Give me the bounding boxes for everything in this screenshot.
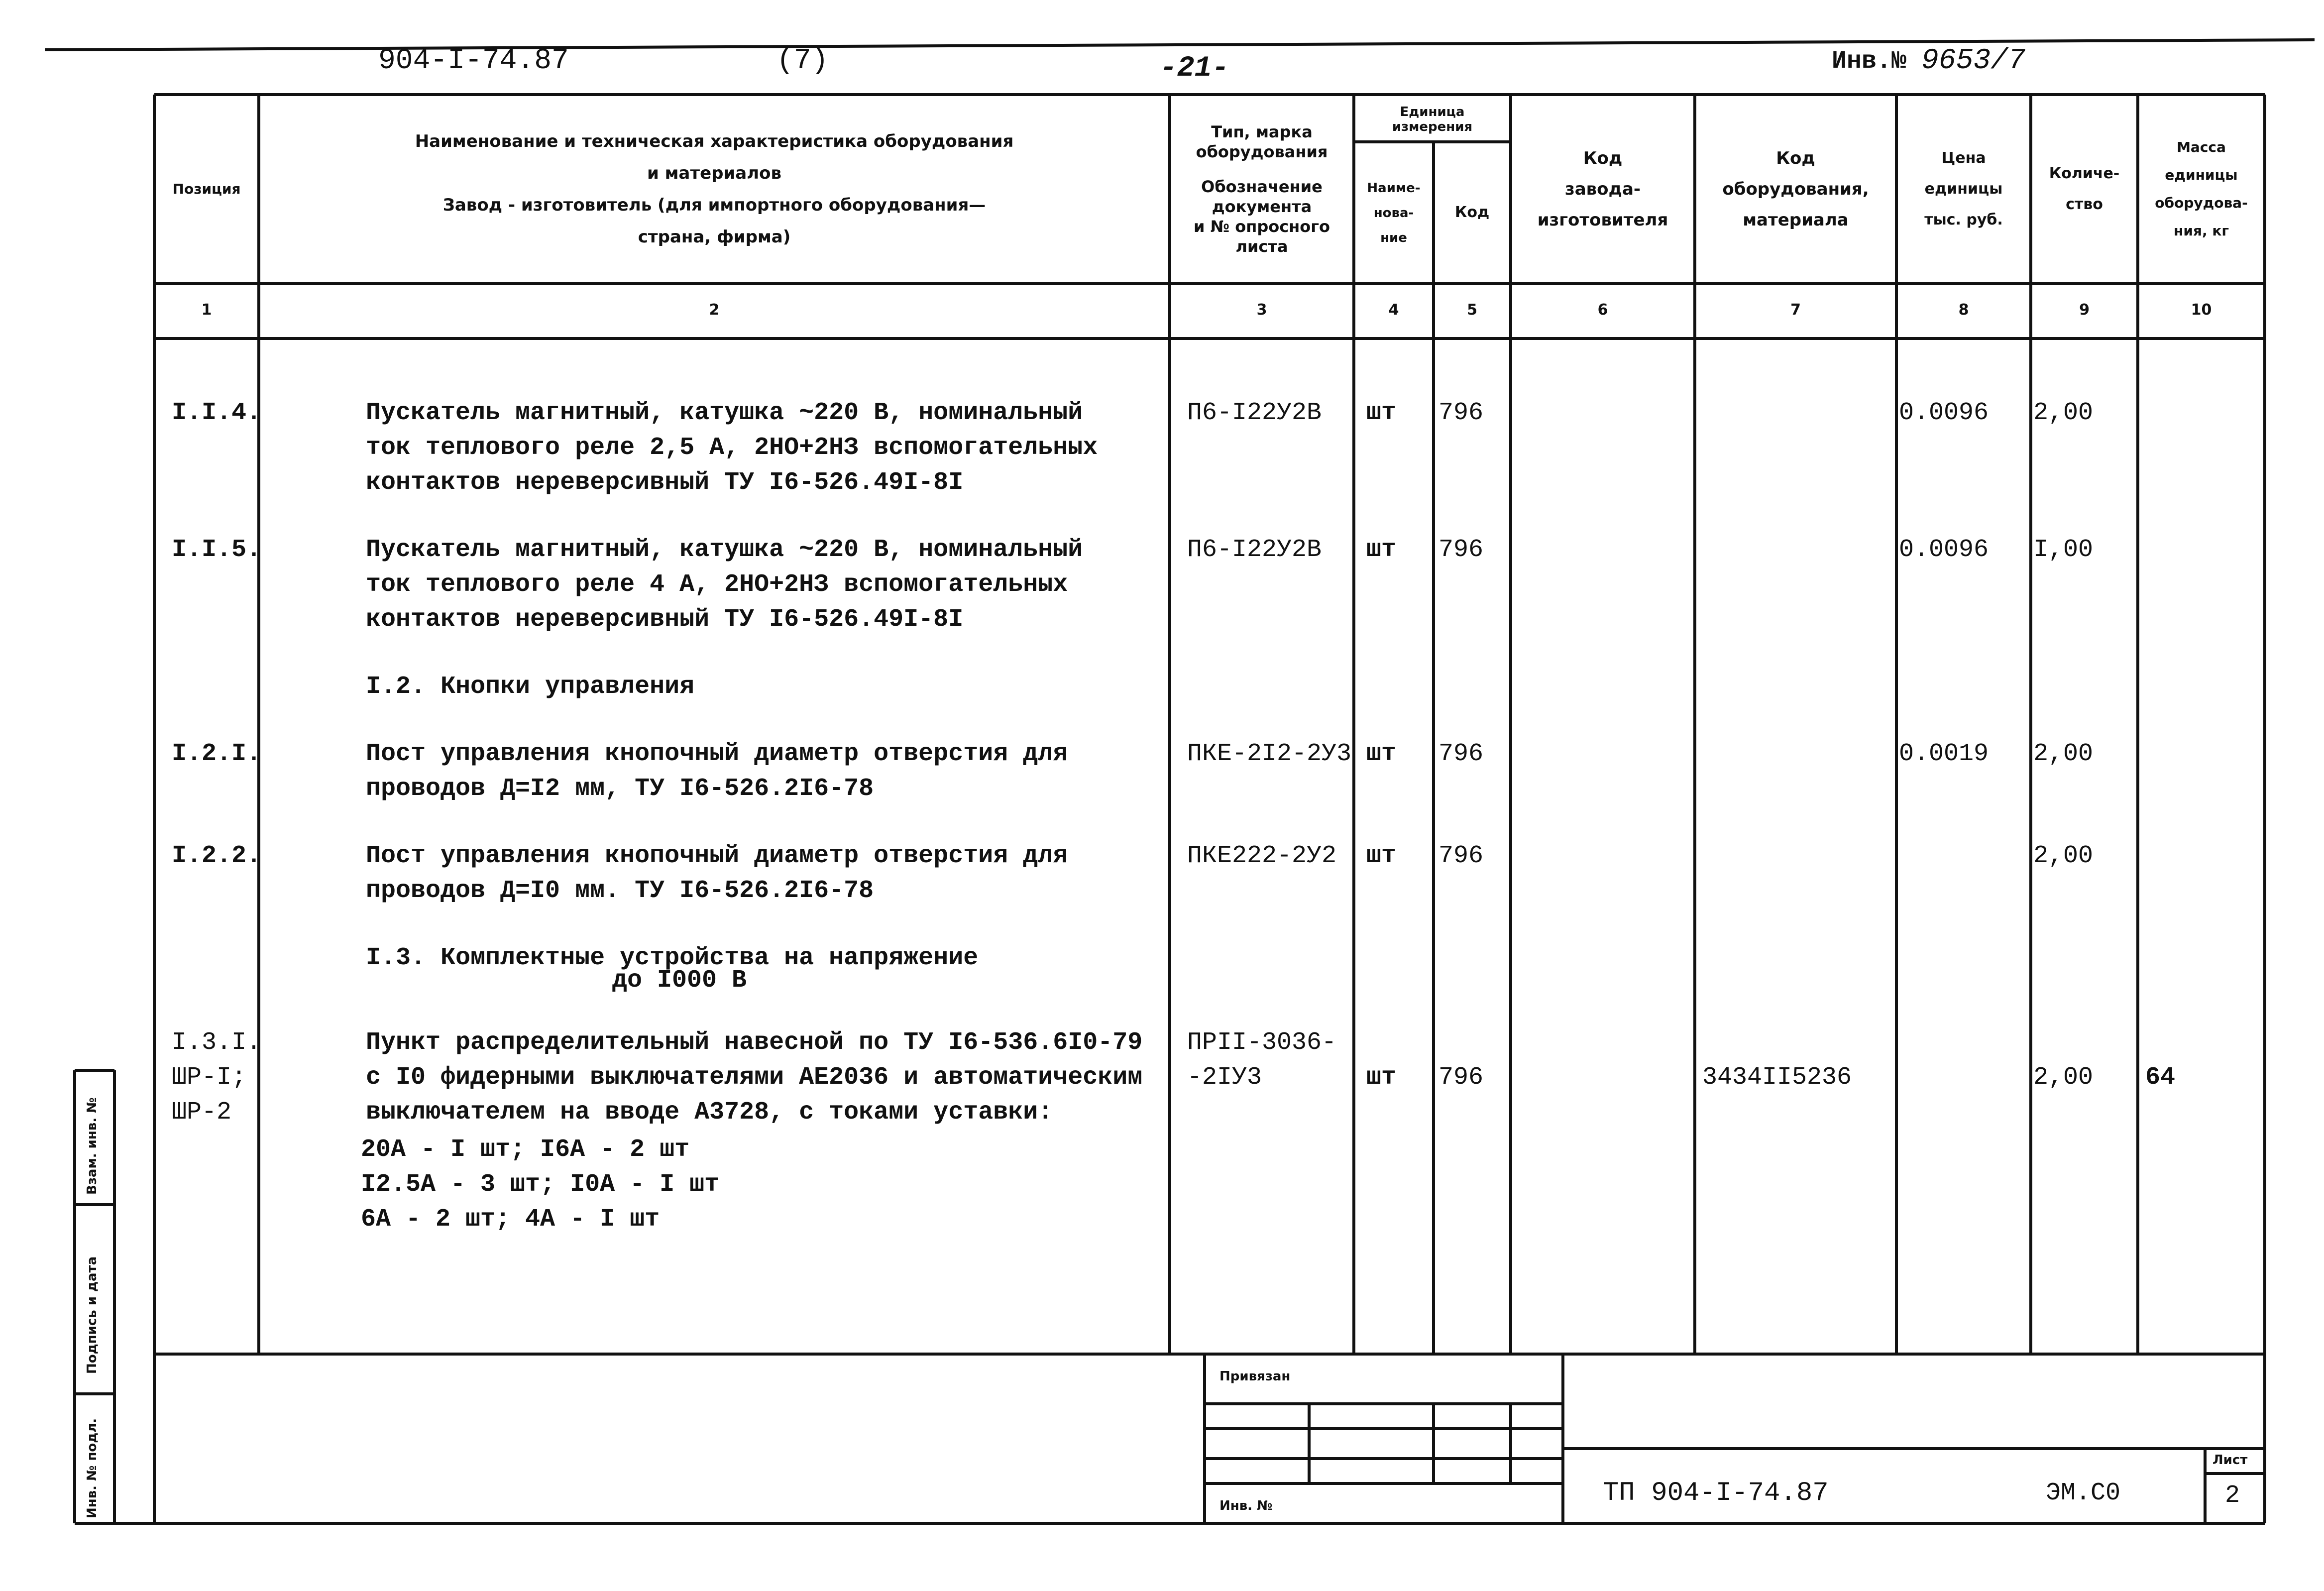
section-number: (7) [776, 45, 829, 77]
section-heading-line2: до I000 В [612, 966, 747, 995]
row-type: ПКЕ-2I2-2У3 [1187, 740, 1352, 768]
header-equip-code: Код оборудования, материала [1722, 148, 1869, 230]
row-qty: 2,00 [2033, 1063, 2094, 1092]
page-mark: -21- [1160, 52, 1229, 85]
col-number-7: 7 [1790, 301, 1801, 319]
inv-label: Инв.№ [1832, 47, 1907, 76]
row-position: I.I.4. [172, 399, 262, 427]
doc-code: 904-I-74.87 [378, 45, 569, 77]
row-name-line: с I0 фидерными выключателями АЕ2036 и автоматическим [366, 1063, 1143, 1092]
row-qty: 2,00 [2033, 842, 2094, 870]
row-qty: I,00 [2033, 536, 2094, 564]
col-number-6: 6 [1597, 301, 1608, 319]
row-extra-line: 6А - 2 шт; 4А - I шт [361, 1205, 660, 1234]
header-unit-group: Единица измерения [1392, 105, 1473, 134]
header-unit-code: Код [1454, 204, 1490, 222]
row-unit-code: 796 [1439, 842, 1484, 870]
row-unit: шт [1366, 842, 1397, 870]
sheet-number: 2 [2225, 1481, 2240, 1510]
col-number-5: 5 [1467, 301, 1477, 319]
row-name-line: Пост управления кнопочный диаметр отверстия для [366, 740, 1068, 768]
row-name-line: проводов Д=I0 мм. ТУ I6-526.2I6-78 [366, 877, 874, 905]
row-unit: шт [1366, 399, 1397, 427]
sheet-label: Лист [2213, 1453, 2248, 1468]
row-qty: 2,00 [2033, 399, 2094, 427]
col-number-2: 2 [709, 301, 720, 319]
row-position: I.2.2. [172, 842, 262, 870]
side-label-sign-date: Подпись и дата [85, 1256, 100, 1374]
header-name: Наименование и техническая характеристика оборудования и материалов Завод - изготовитель (для импортного оборудования— страна, фирма) [415, 131, 1014, 247]
doc-mark: ЭМ.С0 [2046, 1479, 2121, 1507]
row-price: 0.0096 [1899, 399, 1989, 427]
row-name-line: ток теплового реле 2,5 А, 2НО+2НЗ вспомогательных [366, 434, 1098, 462]
row-price: 0.0019 [1899, 740, 1989, 768]
col-number-4: 4 [1388, 301, 1399, 319]
doc-id: ТП 904-I-74.87 [1603, 1478, 1829, 1508]
row-type: ПРII-3036- [1187, 1028, 1337, 1057]
row-position: I.I.5. [172, 536, 262, 564]
section-heading: I.2. Кнопки управления [366, 673, 695, 701]
row-unit-code: 796 [1439, 399, 1484, 427]
row-extra-line: I2.5А - 3 шт; I0А - I шт [361, 1170, 720, 1199]
row-unit: шт [1366, 1063, 1397, 1092]
row-unit: шт [1366, 536, 1397, 564]
row-name-line: проводов Д=I2 мм, ТУ I6-526.2I6-78 [366, 775, 874, 803]
row-unit-code: 796 [1439, 740, 1484, 768]
header-position: Позиция [172, 181, 241, 198]
header-unit-name: Наиме- нова- ние [1367, 180, 1421, 245]
row-name-line: Пункт распределительный навесной по ТУ I6-536.6I0-79 [366, 1028, 1143, 1057]
row-mass: 64 [2145, 1063, 2176, 1092]
row-type: ПКЕ222-2У2 [1187, 842, 1337, 870]
row-name-line: Пост управления кнопочный диаметр отверстия для [366, 842, 1068, 870]
header-mass: Масса единицы оборудова- ния, кг [2155, 139, 2248, 239]
inv-number: 9653/7 [1921, 45, 2025, 77]
row-name-line: ток теплового реле 4 А, 2НО+2НЗ вспомогательных [366, 570, 1068, 599]
row-name-line: Пускатель магнитный, катушка ~220 В, номинальный [366, 399, 1083, 427]
side-label-replace-inv: Взам. инв. № [85, 1097, 100, 1195]
header-price: Цена единицы тыс. руб. [1924, 149, 2003, 228]
row-equip-code: 3434II5236 [1702, 1063, 1852, 1092]
bound-label: Привязан [1219, 1369, 1291, 1384]
section-heading: I.3. Комплектные устройства на напряжение [366, 944, 979, 972]
row-position: ШР-2 [172, 1098, 232, 1127]
row-name-line: Пускатель магнитный, катушка ~220 В, номинальный [366, 536, 1083, 564]
inv-no-label: Инв. № [1219, 1498, 1273, 1513]
row-position: ШР-I; [172, 1063, 247, 1092]
side-label-inv-orig: Инв. № подл. [85, 1418, 100, 1518]
row-extra-line: 20А - I шт; I6А - 2 шт [361, 1136, 690, 1164]
header-qty: Количе- ство [2049, 165, 2120, 213]
row-name-line: контактов нереверсивный ТУ I6-526.49I-8I [366, 468, 964, 497]
row-type: П6-I22У2В [1187, 399, 1322, 427]
col-number-3: 3 [1256, 301, 1267, 319]
row-position: I.2.I. [172, 740, 262, 768]
row-unit: шт [1366, 740, 1397, 768]
row-unit-code: 796 [1439, 1063, 1484, 1092]
row-type: -2IУ3 [1187, 1063, 1262, 1092]
col-number-9: 9 [2079, 301, 2090, 319]
row-price: 0.0096 [1899, 536, 1989, 564]
row-qty: 2,00 [2033, 740, 2094, 768]
row-name-line: контактов нереверсивный ТУ I6-526.49I-8I [366, 605, 964, 634]
row-position: I.3.I. [172, 1028, 262, 1057]
header-factory-code: Код завода- изготовителя [1537, 148, 1668, 230]
row-unit-code: 796 [1439, 536, 1484, 564]
row-name-line: выключателем на вводе А3728, с токами уставки: [366, 1098, 1053, 1127]
header-type: Тип, марка оборудования Обозначение документа и № опросного листа [1194, 122, 1330, 256]
row-type: П6-I22У2В [1187, 536, 1322, 564]
col-number-8: 8 [1958, 301, 1969, 319]
col-number-1: 1 [201, 301, 212, 319]
col-number-10: 10 [2191, 301, 2212, 319]
